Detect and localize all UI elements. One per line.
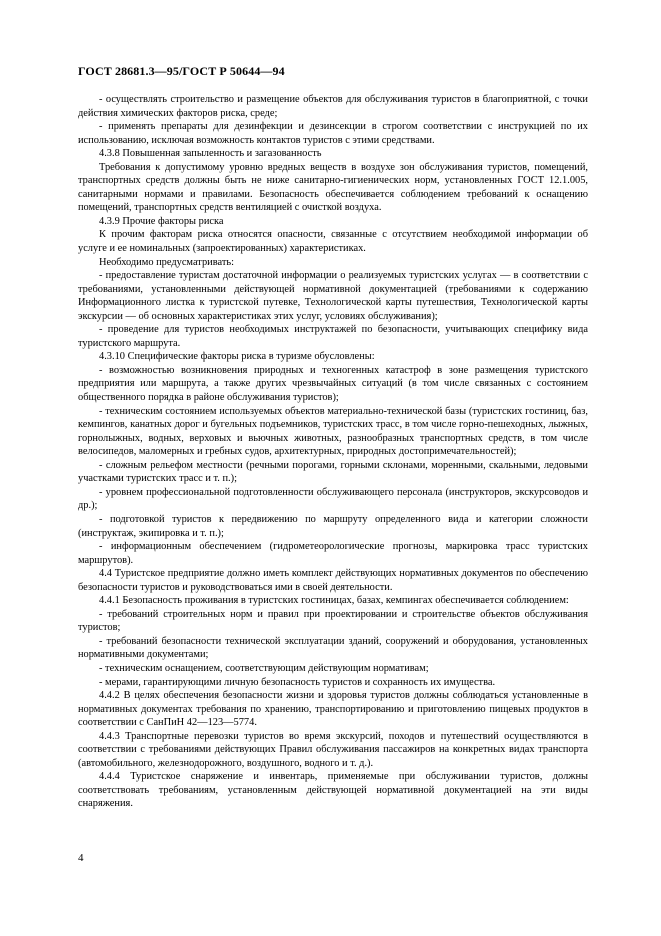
list-item: - возможностью возникновения природных и техногенных катастроф в зоне размещения туристского предприятия или маршрута, а также других чрезвычайных ситуаций (в том числе связанных с состоянием общественного порядка в районе обслуживания туристов); [78,364,588,404]
section-heading: 4.3.10 Специфические факторы риска в туризме обусловлены: [99,351,375,363]
list-item: - подготовкой туристов к передвижению по маршруту определенного вида и категории сложности (инструктаж, экипировка и т. п.); [78,513,588,539]
page-number: 4 [78,852,84,864]
paragraph: К прочим факторам риска относятся опасности, связанные с отсутствием необходимой информации об услуге и ее номинальных (запроектированных) характеристиках. [78,229,588,255]
document-header: ГОСТ 28681.3—95/ГОСТ Р 50644—94 [78,64,285,78]
paragraph: - осуществлять строительство и размещение объектов для обслуживания туристов в благоприятной, с точки действия химических факторов риска, среде; [78,94,588,119]
list-item: - мерами, гарантирующими личную безопасность туристов и сохранность их имущества. [99,676,496,688]
section-heading: 4.3.9 Прочие факторы риска [99,215,224,227]
paragraph: 4.4.4 Туристское снаряжение и инвентарь, применяемые при обслуживании туристов, должны соответствовать требованиям, установленным действующей нормативной документацией на эти виды снаряжения. [78,771,588,810]
list-item: - техническим оснащением, соответствующим действующим нормативам; [99,662,429,674]
list-item: - информационным обеспечением (гидрометеорологические прогнозы, маркировка трасс туристских маршрутов). [78,541,588,566]
list-item: - уровнем профессиональной подготовленности обслуживающего персонала (инструкторов, экскурсоводов и др.); [78,486,588,512]
paragraph: - применять препараты для дезинфекции и дезинсекции в строгом соответствии с инструкцией по их использованию, исключая возможность контактов туристов с этими средствами. [78,121,588,146]
paragraph: 4.4.3 Транспортные перевозки туристов во время экскурсий, походов и путешествий осуществляются в соответствии с требованиями действующих Правил обслуживания пассажиров на конкретных видах транспорта (автомобильного, железнодорожного, воздушного, водного и т. д.). [78,730,588,769]
section-heading: 4.3.8 Повышенная запыленность и загазованность [99,148,322,160]
paragraph: 4.4.1 Безопасность проживания в туристских гостиницах, базах, кемпингах обеспечивается соблюдением: [99,595,569,607]
list-item: - сложным рельефом местности (речными порогами, горными склонами, моренными, скальными, ледовыми участками туристских трасс и т. п.); [78,459,588,485]
list-item: - проведение для туристов необходимых инструктажей по безопасности, учитывающих специфику вида туристского маршрута. [78,324,588,349]
paragraph: Необходимо предусматривать: [99,256,234,268]
paragraph: 4.4 Туристское предприятие должно иметь комплект действующих нормативных документов по обеспечению безопасности туристов и руководствоваться ими в своей деятельности. [78,568,588,593]
document-body [78,93,588,811]
list-item: - техническим состоянием используемых объектов материально-технической базы (туристских гостиниц, баз, кемпингов, канатных дорог и бугельных подъемников, туристских трасс, в том числе горно-пешеходных, лыжных, горнолыжных, водных, верховых и вьючных животных, разнообразных транспортных средств, в том числе велосипедов, маломерных и гребных судов, архитектурных, природных достопримечательностей); [78,405,588,458]
list-item: - предоставление туристам достаточной информации о реализуемых туристских услугах — в соответствии с требованиями, установленными действующей нормативной документацией (требованиями к содержанию Информационного листка к туристской путевке, Технологической карты путешествия, Технологической карты экскурсии — об основных характеристиках этих услуг, условиях обслуживания); [78,270,588,322]
paragraph: 4.4.2 В целях обеспечения безопасности жизни и здоровья туристов должны соблюдаться установленные в нормативных документах требования по хранению, транспортированию и приготовлению пищевых продуктов в соответствии с СанПиН 42—123—5774. [78,690,588,729]
list-item: - требований безопасности технической эксплуатации зданий, сооружений и оборудования, установленных нормативными документами; [78,635,588,661]
paragraph: Требования к допустимому уровню вредных веществ в воздухе зон обслуживания туристов, помещений, транспортных средств должны быть не ниже санитарно-гигиенических норм, установленных ГОСТ 12.1.005, санитарными нормами и правилами. Безопасность обеспечивается соблюдением требований к оснащению помещений, транспортных средств вентиляцией с очисткой воздуха. [78,161,588,214]
list-item: - требований строительных норм и правил при проектировании и строительстве объектов обслуживания туристов; [78,608,588,634]
